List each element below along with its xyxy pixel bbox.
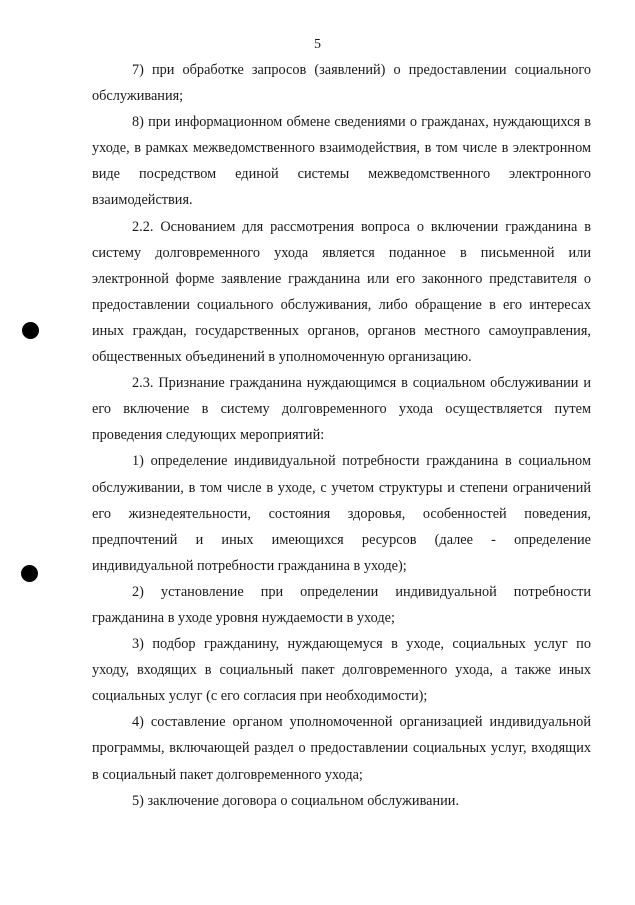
paragraph-item-2: 2) установление при определении индивидуальной потребности гражданина в уходе уровня нуждаемости в уходе; bbox=[92, 583, 591, 626]
binder-hole-mark bbox=[22, 322, 39, 339]
page-number: 5 bbox=[314, 37, 321, 52]
binder-hole-mark bbox=[21, 565, 38, 582]
paragraph-item-4: 4) составление органом уполномоченной организацией индивидуальной программы, включающей раздел о предоставлении социальных услуг, входящих в социальный пакет долговременного ухода; bbox=[92, 714, 591, 783]
paragraph-item-5: 5) заключение договора о социальном обслуживании. bbox=[132, 792, 460, 809]
paragraph-item-3: 3) подбор гражданину, нуждающемуся в уходе, социальных услуг по уходу, входящих в социальный пакет долговременного ухода, а также иных социальных услуг (с его согласия при необходимости); bbox=[92, 636, 591, 705]
paragraph-item-7: 7) при обработке запросов (заявлений) о предоставлении социального обслуживания; bbox=[92, 62, 591, 105]
paragraph-item-8: 8) при информационном обмене сведениями о гражданах, нуждающихся в уходе, в рамках межведомственного взаимодействия, в том числе в электронном виде посредством единой системы межведомственного электронного взаимодействия. bbox=[92, 114, 591, 209]
paragraph-item-1: 1) определение индивидуальной потребности гражданина в социальном обслуживании, в том числе в уходе, с учетом структуры и степени ограничений его жизнедеятельности, состояния здоровья, особенностей поведения, предпочтений и иных имеющихся ресурсов (далее - определение индивидуальной потребности гражданина в уходе); bbox=[92, 453, 591, 574]
paragraph-2-2: 2.2. Основанием для рассмотрения вопроса о включении гражданина в систему долговременного ухода является поданное в письменной или электронной форме заявление гражданина или его законного представителя о предоставлении социального обслуживания, либо обращение в его интересах иных граждан, государственных органов, органов местного самоуправления, общественных объединений в уполномоченную организацию. bbox=[92, 218, 591, 366]
document-body bbox=[92, 57, 591, 814]
paragraph-2-3: 2.3. Признание гражданина нуждающимся в социальном обслуживании и его включение в систему долговременного ухода осуществляется путем проведения следующих мероприятий: bbox=[92, 375, 591, 444]
